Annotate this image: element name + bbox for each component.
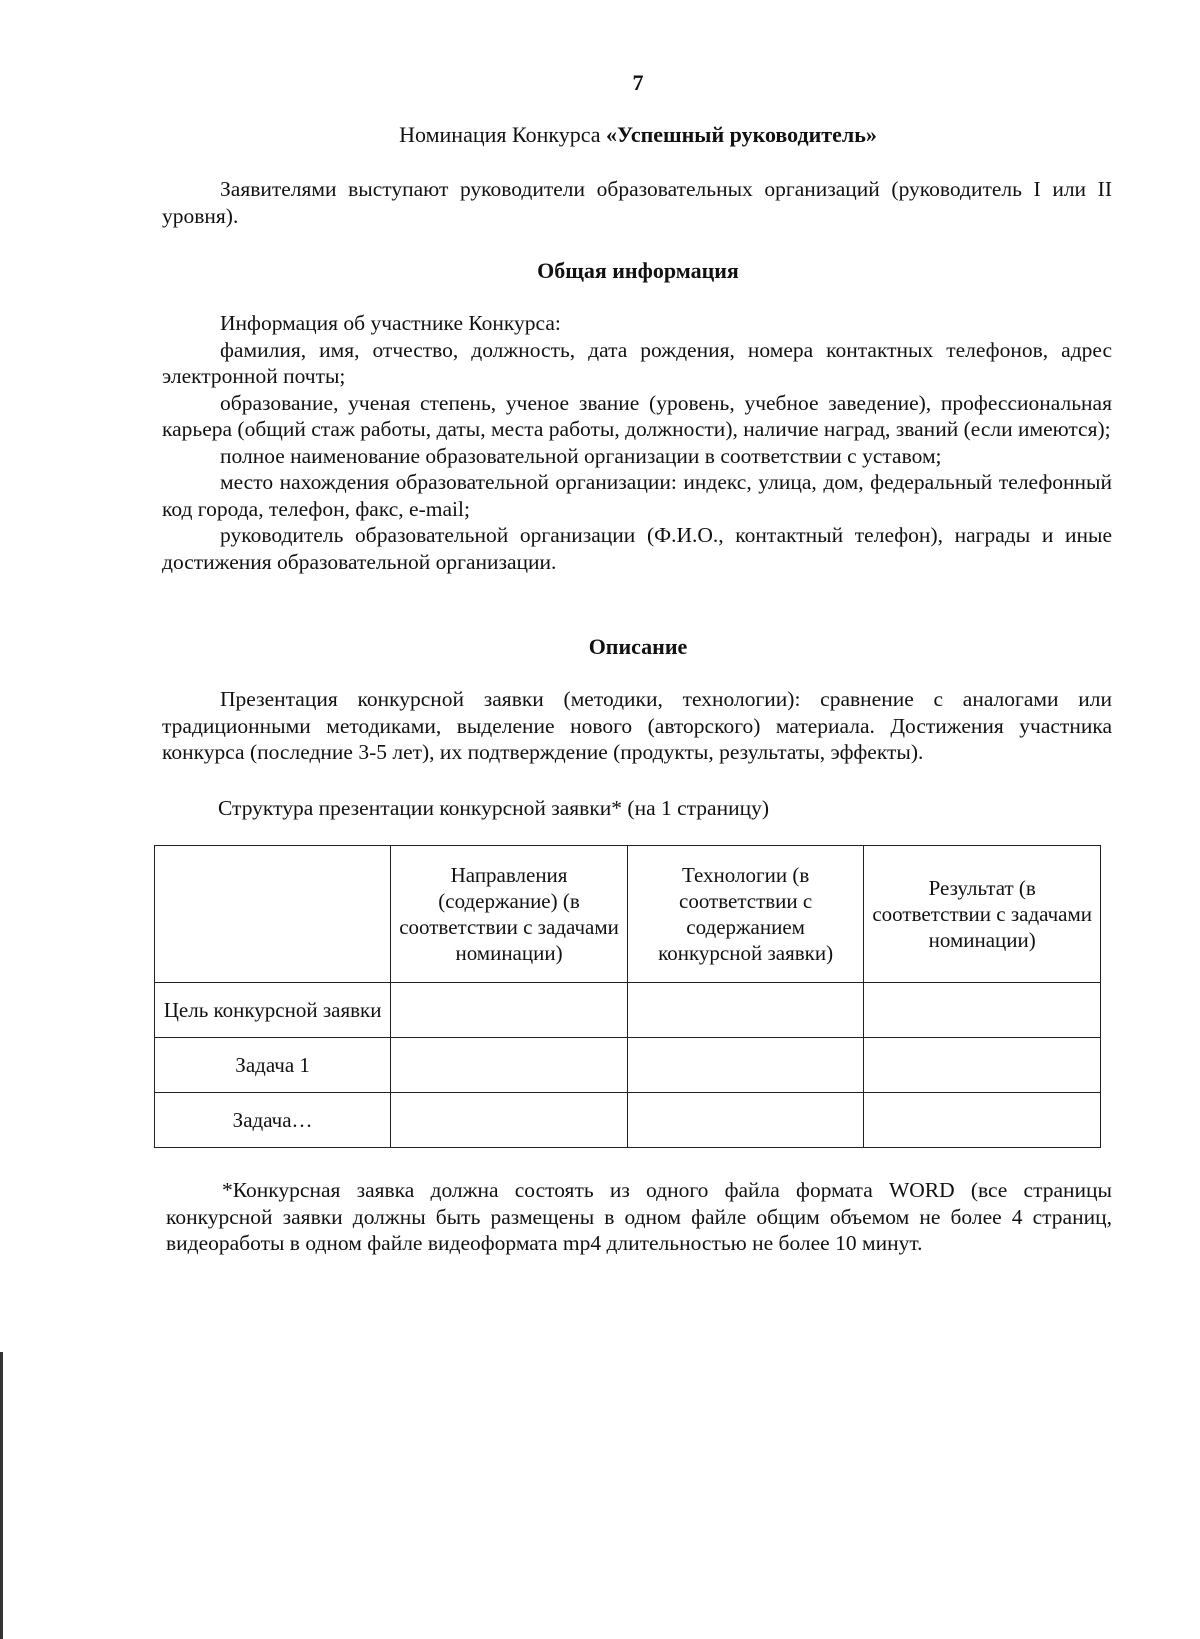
nomination-name: «Успешный руководитель» <box>606 122 877 147</box>
table-row <box>155 983 1101 1038</box>
description-paragraph: Презентация конкурсной заявки (методики, технологии): сравнение с аналогами или традиционными методиками, выделение нового (авторского) материала. Достижения участника конкурса (последние 3-5 лет), их подтверждение (продукты, результаты, эффекты). <box>162 687 1112 764</box>
table-cell <box>864 1038 1101 1093</box>
general-info-paragraph: образование, ученая степень, ученое звание (уровень, учебное заведение), профессиональная карьера (общий стаж работы, даты, места работы, должности), наличие наград, званий (если имеются); <box>162 390 1112 441</box>
applicants-paragraph <box>162 176 1112 229</box>
general-info-heading: Общая информация <box>537 258 739 283</box>
table-row-label: Цель конкурсной заявки <box>155 983 391 1038</box>
table-row <box>155 1093 1101 1148</box>
general-info-paragraph: Информация об участнике Конкурса: <box>220 311 561 335</box>
table-cell <box>864 983 1101 1038</box>
table-header-cell: Технологии (в соответствии с содержанием конкурсной заявки) <box>627 846 864 983</box>
page-number: 7 <box>632 70 644 95</box>
structure-line: Структура презентации конкурсной заявки* (на 1 страницу) <box>218 796 770 820</box>
table-header-cell: Направления (содержание) (в соответствии с задачами номинации) <box>391 846 628 983</box>
table-cell <box>627 1093 864 1148</box>
table-cell <box>627 983 864 1038</box>
table-row-label: Задача… <box>155 1093 391 1148</box>
nomination-title <box>0 122 1200 148</box>
table-cell <box>391 983 628 1038</box>
nomination-prefix: Номинация Конкурса <box>399 122 607 147</box>
table-cell <box>391 1038 628 1093</box>
general-info-paragraph: фамилия, имя, отчество, должность, дата рождения, номера контактных телефонов, адрес электронной почты; <box>162 337 1112 388</box>
description-heading: Описание <box>588 634 688 659</box>
table-cell <box>864 1093 1101 1148</box>
table-header-cell <box>155 846 391 983</box>
general-info-body <box>162 310 1112 575</box>
general-info-paragraph: руководитель образовательной организации (Ф.И.О., контактный телефон), награды и иные достижения образовательной организации. <box>162 523 1112 574</box>
footnote-text: *Конкурсная заявка должна состоять из одного файла формата WORD (все страницы конкурсной заявки должны быть размещены в одном файле общим объемом не более 4 страниц, видеоработы в одном файле видеоформата mp4 длительностью не более 10 минут. <box>166 1178 1112 1255</box>
table-cell <box>627 1038 864 1093</box>
table-row-label: Задача 1 <box>155 1038 391 1093</box>
general-info-paragraph: полное наименование образовательной организации в соответствии с уставом; <box>220 443 942 468</box>
table-cell <box>391 1093 628 1148</box>
footnote <box>166 1177 1112 1257</box>
scan-edge-mark <box>0 1352 3 1639</box>
general-info-paragraph: место нахождения образовательной организации: индекс, улица, дом, федеральный телефонный код города, телефон, факс, e-mail; <box>162 470 1112 521</box>
applicants-text: Заявителями выступают руководители образовательных организаций (руководитель I или II уровня). <box>162 177 1112 228</box>
description-body <box>162 686 1112 766</box>
presentation-structure-table <box>154 845 1101 1148</box>
table-header-cell: Результат (в соответствии с задачами номинации) <box>864 846 1101 983</box>
table-row <box>155 1038 1101 1093</box>
table-header-row <box>155 846 1101 983</box>
